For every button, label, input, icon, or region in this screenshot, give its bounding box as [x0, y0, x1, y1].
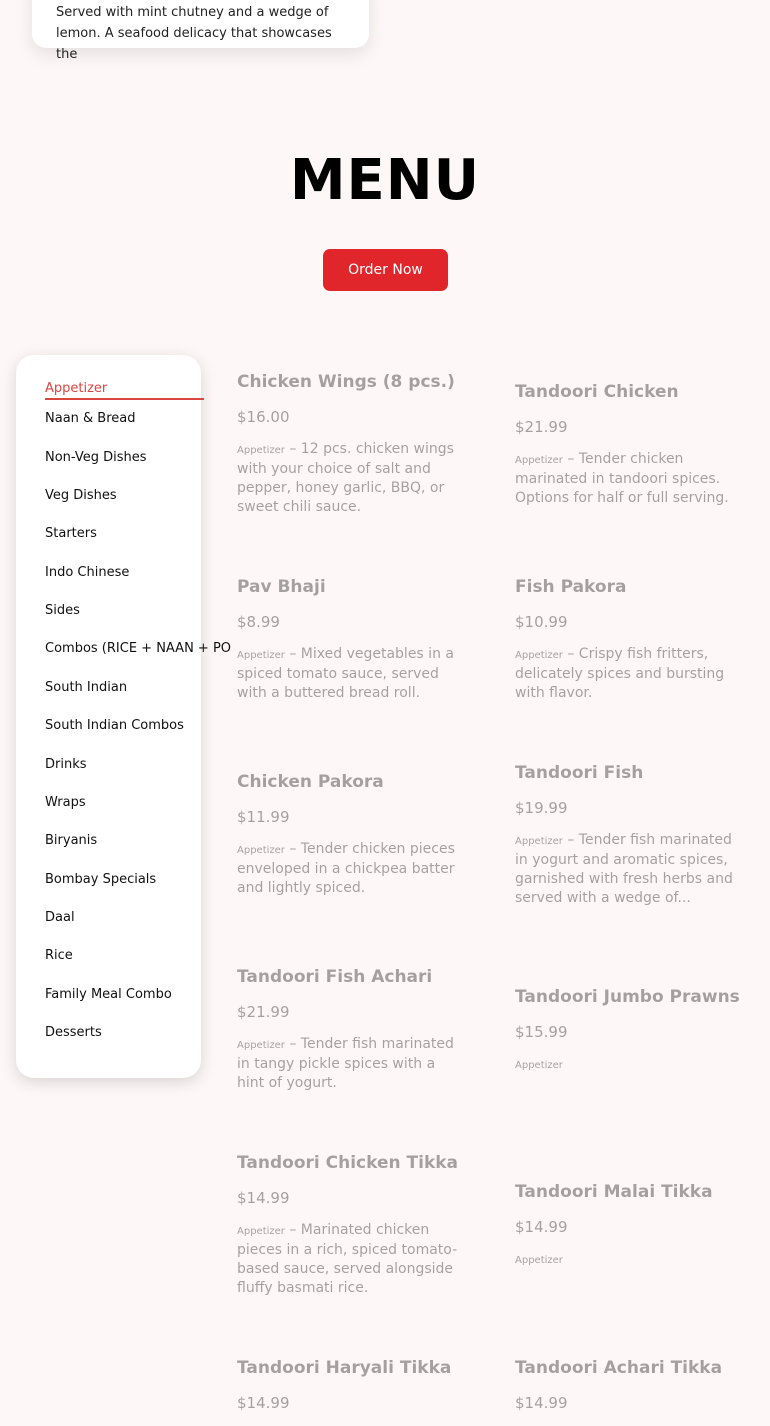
- sidebar-item-indo-chinese[interactable]: Indo Chinese: [45, 565, 130, 580]
- menu-item-description: [515, 1250, 740, 1270]
- menu-item-card[interactable]: [237, 967, 462, 1093]
- menu-item-category-tag: Appetizer: [237, 650, 285, 661]
- menu-item-description: [515, 645, 740, 703]
- menu-item-name: Fish Pakora: [515, 577, 627, 597]
- menu-item-card[interactable]: [237, 372, 462, 517]
- sidebar-item-combos-rice-naan-po[interactable]: Combos (RICE + NAAN + PO: [45, 641, 232, 656]
- menu-item-description-text: – Mixed vegetables in a spiced tomato sauce, served with a buttered bread roll.: [237, 646, 454, 701]
- menu-item-name: Tandoori Fish Achari: [237, 967, 433, 987]
- menu-item-card[interactable]: [515, 1182, 740, 1270]
- menu-item-card[interactable]: [237, 772, 462, 898]
- menu-item-category-tag: Appetizer: [237, 445, 285, 456]
- menu-item-category-tag: Appetizer: [237, 845, 285, 856]
- menu-item-name: Tandoori Chicken Tikka: [237, 1153, 459, 1173]
- sidebar-item-drinks[interactable]: Drinks: [45, 757, 87, 772]
- sidebar-item-starters[interactable]: Starters: [45, 526, 97, 541]
- menu-item-price: $10.99: [515, 613, 568, 631]
- menu-item-card[interactable]: [515, 1358, 740, 1426]
- category-sidebar: [16, 355, 232, 1078]
- menu-item-description-text: – Tender chicken pieces enveloped in a chickpea batter and lightly spiced.: [237, 841, 455, 896]
- menu-item-category-tag: Appetizer: [515, 650, 563, 661]
- previous-item-card: [32, 0, 369, 62]
- menu-item-category-tag: Appetizer: [515, 1255, 563, 1266]
- menu-item-name: Tandoori Haryali Tikka: [237, 1358, 452, 1378]
- active-category-underline: [45, 398, 204, 400]
- menu-item-description-text: – Tender fish marinated in tangy pickle spices with a hint of yogurt.: [237, 1036, 454, 1091]
- menu-item-description: [515, 1055, 740, 1075]
- menu-item-category-tag: Appetizer: [515, 836, 563, 847]
- menu-item-description: [237, 440, 462, 517]
- menu-item-category-tag: Appetizer: [237, 1040, 285, 1051]
- menu-item-name: Tandoori Achari Tikka: [515, 1358, 723, 1378]
- sidebar-item-rice[interactable]: Rice: [45, 948, 73, 963]
- menu-item-price: $21.99: [237, 1003, 290, 1021]
- menu-item-description: [515, 831, 740, 908]
- menu-item-name: Tandoori Chicken: [515, 382, 679, 402]
- menu-item-description: [237, 645, 462, 703]
- menu-item-card[interactable]: [515, 987, 740, 1075]
- menu-item-name: Pav Bhaji: [237, 577, 326, 597]
- menu-item-category-tag: Appetizer: [237, 1226, 285, 1237]
- menu-item-card[interactable]: [515, 763, 740, 908]
- sidebar-item-naan-bread[interactable]: Naan & Bread: [45, 411, 136, 426]
- menu-item-description: [237, 1035, 462, 1093]
- menu-item-name: Tandoori Fish: [515, 763, 644, 783]
- menu-item-price: $14.99: [237, 1394, 290, 1412]
- menu-item-category-tag: Appetizer: [515, 455, 563, 466]
- sidebar-item-bombay-specials[interactable]: Bombay Specials: [45, 872, 157, 887]
- menu-item-price: $8.99: [237, 613, 280, 631]
- menu-item-price: $14.99: [515, 1218, 568, 1236]
- menu-item-price: $11.99: [237, 808, 290, 826]
- menu-item-price: $16.00: [237, 408, 290, 426]
- page-title: MENU: [289, 148, 481, 213]
- order-now-button[interactable]: Order Now: [323, 249, 448, 291]
- menu-item-description-text: – 12 pcs. chicken wings with your choice of salt and pepper, honey garlic, BBQ, or sweet chili sauce.: [237, 441, 454, 515]
- sidebar-item-appetizer[interactable]: Appetizer: [45, 381, 108, 396]
- menu-item-name: Chicken Pakora: [237, 772, 384, 792]
- sidebar-item-veg-dishes[interactable]: Veg Dishes: [45, 488, 117, 503]
- menu-item-description: [237, 1221, 462, 1298]
- menu-item-price: $14.99: [237, 1189, 290, 1207]
- menu-item-description-text: – Tender fish marinated in yogurt and aromatic spices, garnished with fresh herbs and served with a wedge of...: [515, 832, 733, 906]
- menu-item-card[interactable]: [237, 1153, 462, 1298]
- menu-item-card[interactable]: [515, 577, 740, 703]
- sidebar-item-sides[interactable]: Sides: [45, 603, 80, 618]
- sidebar-item-desserts[interactable]: Desserts: [45, 1025, 102, 1040]
- menu-item-description: [515, 450, 740, 508]
- menu-item-card[interactable]: [237, 1358, 462, 1426]
- menu-item-category-tag: Appetizer: [515, 1060, 563, 1071]
- menu-item-price: $15.99: [515, 1023, 568, 1041]
- menu-item-price: $14.99: [515, 1394, 568, 1412]
- menu-item-description-text: – Marinated chicken pieces in a rich, spiced tomato-based sauce, served alongside fluffy basmati rice.: [237, 1222, 458, 1296]
- menu-item-description-text: – Crispy fish fritters, delicately spices and bursting with flavor.: [515, 646, 725, 701]
- menu-item-description: [237, 840, 462, 898]
- menu-item-description-text: – Tender chicken marinated in tandoori spices. Options for half or full serving.: [515, 451, 729, 506]
- menu-item-card[interactable]: [237, 577, 462, 703]
- menu-item-price: $21.99: [515, 418, 568, 436]
- sidebar-item-biryanis[interactable]: Biryanis: [45, 833, 98, 848]
- sidebar-item-south-indian[interactable]: South Indian: [45, 680, 128, 695]
- sidebar-item-south-indian-combos[interactable]: South Indian Combos: [45, 718, 184, 733]
- menu-item-price: $19.99: [515, 799, 568, 817]
- menu-item-name: Chicken Wings (8 pcs.): [237, 372, 455, 392]
- sidebar-item-wraps[interactable]: Wraps: [45, 795, 86, 810]
- previous-item-description: Served with mint chutney and a wedge of lemon. A seafood delicacy that showcases the: [56, 5, 332, 62]
- sidebar-item-daal[interactable]: Daal: [45, 910, 75, 925]
- menu-item-name: Tandoori Malai Tikka: [515, 1182, 713, 1202]
- sidebar-item-non-veg-dishes[interactable]: Non-Veg Dishes: [45, 450, 147, 465]
- sidebar-item-family-meal-combo[interactable]: Family Meal Combo: [45, 987, 172, 1002]
- menu-item-name: Tandoori Jumbo Prawns: [515, 987, 740, 1007]
- menu-item-card[interactable]: [515, 382, 740, 508]
